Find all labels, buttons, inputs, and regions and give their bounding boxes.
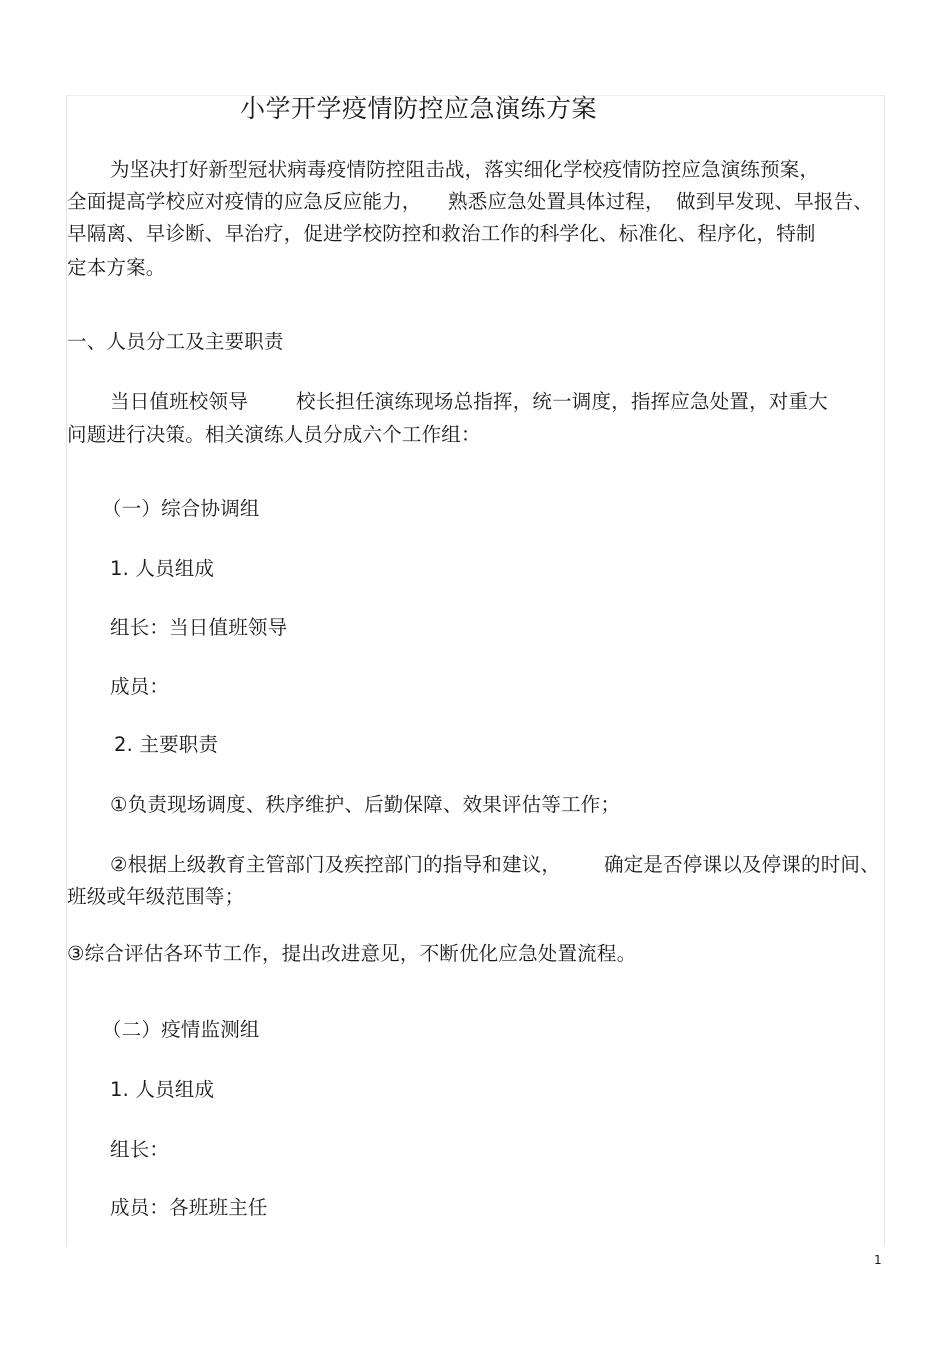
group2-leader: 组长： (110, 1138, 170, 1161)
intro-line-4: 定本方案。 (67, 256, 166, 279)
group1-duty-2a: ②根据上级教育主管部门及疾控部门的指导和建议， (110, 853, 562, 876)
group1-item-2: 2. 主要职责 (114, 733, 219, 756)
document-title: 小学开学疫情防控应急演练方案 (240, 94, 598, 123)
group1-duty-3: ③综合评估各环节工作，提出改进意见，不断优化应急处置流程。 (67, 942, 637, 965)
intro-line-3: 早隔离、早诊断、早治疗，促进学校防控和救治工作的科学化、标准化、程序化，特制 (67, 222, 816, 245)
group1-duty-2-line-2: 班级或年级范围等； (67, 885, 245, 908)
section-heading: 一、人员分工及主要职责 (67, 330, 284, 353)
intro-line-1: 为坚决打好新型冠状病毒疫情防控阻击战，落实细化学校疫情防控应急演练预案， (110, 158, 820, 181)
group2-heading: （二）疫情监测组 (102, 1018, 260, 1041)
page-frame (66, 95, 885, 1246)
section-para-line-1b: 校长担任演练现场总指挥，统一调度，指挥应急处置，对重大 (296, 390, 828, 413)
intro-line-2c: 做到早发现、早报告、 (676, 190, 874, 213)
group1-heading: （一）综合协调组 (102, 497, 260, 520)
group1-duty-2b: 确定是否停课以及停课的时间、 (604, 853, 880, 876)
group1-duty-1: ①负责现场调度、秩序维护、后勤保障、效果评估等工作； (110, 793, 621, 816)
group2-item-1: 1. 人员组成 (110, 1078, 215, 1101)
group1-members: 成员： (110, 675, 170, 698)
section-para-line-2: 问题进行决策。相关演练人员分成六个工作组： (67, 423, 481, 446)
intro-line-2a: 全面提高学校应对疫情的应急反应能力， (67, 190, 422, 213)
group1-item-1: 1. 人员组成 (110, 557, 215, 580)
section-para-line-1a: 当日值班校领导 (110, 390, 248, 413)
group1-leader: 组长：当日值班领导 (110, 616, 288, 639)
intro-line-2b: 熟悉应急处置具体过程， (448, 190, 665, 213)
page-number: 1 (874, 1253, 882, 1267)
group2-members: 成员：各班班主任 (110, 1196, 268, 1219)
